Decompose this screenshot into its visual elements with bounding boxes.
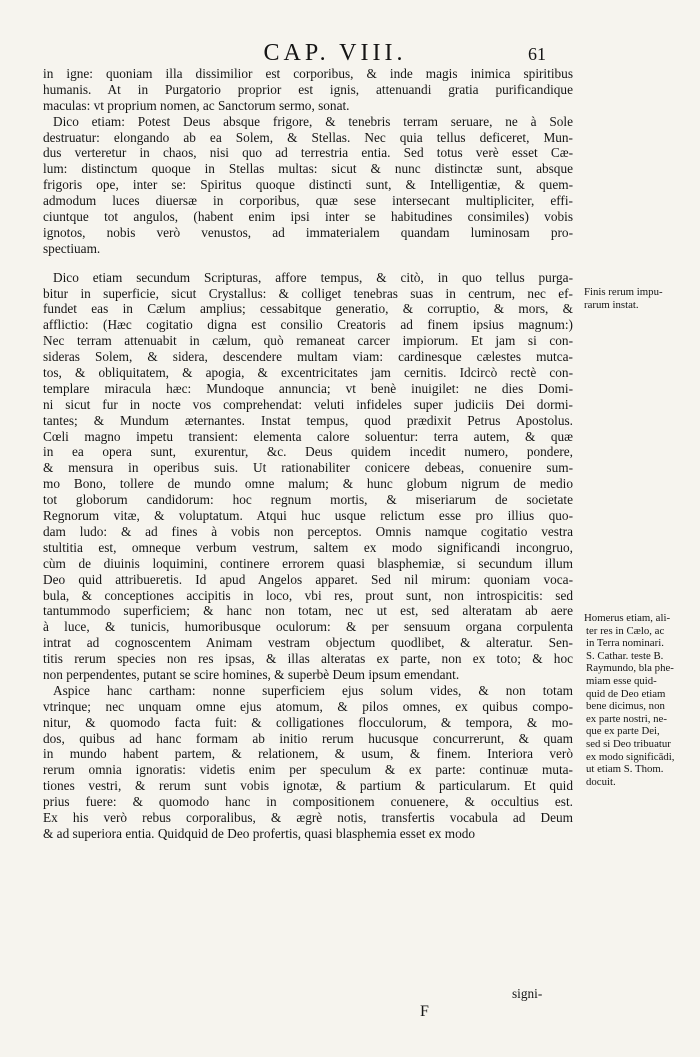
text-line: bula, & conceptiones accipitis in loco, vbi res, prout sunt, non introspicitis: sed bbox=[43, 587, 573, 603]
text-line: Regnorum vitæ, & voluptatum. Atqui huc usque relictum esse pro illius quo- bbox=[43, 508, 573, 524]
text-line: bitur in superficie, sicut Crystallus: & colliget tenebras suas in centrum, nec ef- bbox=[43, 285, 573, 301]
text-line: & mensura in operibus suis. Ut rationabiliter conicere debeas, conuenire sum- bbox=[43, 460, 573, 476]
margin-note-finis bbox=[584, 286, 694, 311]
text-line: dam ludo: & ad fines à vobis non perceptos. Omnis namque cogitatio vestra bbox=[43, 523, 573, 539]
text-line: Dico etiam: Potest Deus absque frigore, & tenebris terram seruare, ne à Sole bbox=[53, 113, 573, 129]
text-line: tantes; & Mundum æternantes. Instat tempus, quod prædixit Petrus Apostolus. bbox=[43, 412, 573, 428]
text-line: Ex his verò rebus corporalibus, & ægrè notis, transfertis vocabula ad Deum bbox=[43, 809, 573, 825]
margin-note-line: Raymundo, bla phe- bbox=[586, 662, 674, 675]
margin-note-line: in Terra nominari. bbox=[586, 637, 664, 650]
paragraph bbox=[43, 66, 573, 114]
text-line: destruatur: elongando ab ea Solem, & Stellas. Nec quia tellus deficeret, Mun- bbox=[43, 129, 573, 145]
text-line: mo Bono, tollere de mundo omne malum; & hunc globum nigrum de medio bbox=[43, 476, 573, 492]
text-line: sideras Solem, & sidera, descendere multam viam: cardinesque cælestes mutca- bbox=[43, 349, 573, 365]
text-line: dos, quibus ad hanc formam ab initio rerum hucusque concurrerunt, & quam bbox=[43, 730, 573, 746]
text-line: rerum omnia ignoratis: videtis enim per speculum & ex parte: continuæ muta- bbox=[43, 762, 573, 778]
paragraph bbox=[43, 114, 573, 257]
margin-note-line: ex parte nostri, ne- bbox=[586, 712, 667, 725]
signature-mark: F bbox=[420, 1003, 429, 1020]
paragraph bbox=[43, 683, 573, 842]
text-line: ni sicut fur in nocte vos comprehendat: veluti infideles super judiciis Dei dormi- bbox=[43, 396, 573, 412]
text-line: spectiuam. bbox=[43, 240, 101, 256]
text-line: Deo quid attribueretis. Id apud Angelos apparet. Sed nil mirum: quoniam voca- bbox=[43, 571, 573, 587]
paragraph bbox=[43, 270, 573, 683]
margin-note-line: quid de Deo etiam bbox=[586, 687, 666, 700]
margin-note-line: miam esse quid- bbox=[586, 674, 657, 687]
text-line: Aspice hanc cartham: nonne superficiem ejus solum vides, & non totam bbox=[53, 682, 573, 698]
text-line: dus verteretur in chaos, nisi quo ad terrestria entia. Sed totus verè esset Cæ- bbox=[43, 145, 573, 161]
text-line: ignotos, nobis verò venustos, ad immaterialem quandam luminosam pro- bbox=[43, 224, 573, 240]
text-line: nitur, & quomodo facta fuit: & colligationes flocculorum, & tempora, & mo- bbox=[43, 714, 573, 730]
text-line: tantummodo superficiem; & hanc non totam, nec ut est, sed alteratam ab aere bbox=[43, 603, 573, 619]
text-line: tos, & obliquitatem, & apogia, & excentricitates jam cernitis. Idcircò rectè con- bbox=[43, 365, 573, 381]
text-line: titis rerum species non res ipsas, & illas alteratas ex parte, non ex toto; & hoc bbox=[43, 651, 573, 667]
text-line: humanis. At in Purgatorio proprior est ignis, attenuandi gratia purificandique bbox=[43, 81, 573, 97]
margin-note-line: docuit. bbox=[586, 775, 616, 788]
margin-note-line: bene dicimus, non bbox=[586, 700, 665, 713]
text-line: stultitia est, omneque verbum vestrum, saltem ex modo significandi incongruo, bbox=[43, 539, 573, 555]
text-line: lum: distinctum quoque in Stellas multas: sicut & nunc distinctæ sunt, absque bbox=[43, 161, 573, 177]
text-line: vtrinque; nec unquam omne ejus atomum, & pilos omnes, ex quibus compo- bbox=[43, 698, 573, 714]
text-line: templare miracula hæc: Mundoque annuncia; vt benè inuigilet: ne dies Domi- bbox=[43, 380, 573, 396]
text-line: tiones vestri, & rerum sunt vobis ignotæ, & partium & particularum. Et quid bbox=[43, 778, 573, 794]
text-line: prius fuere: & quomodo hanc in compositionem conuenere, & occultius est. bbox=[43, 794, 573, 810]
margin-note-homerus bbox=[584, 612, 696, 788]
text-line: non perpendentes, putant se scire homines, & superbè Deum ipsum emendant. bbox=[43, 666, 460, 682]
text-line: intrat ad cognoscentem Animam vestram objectum quodlibet, & alteratur. Sen- bbox=[43, 635, 573, 651]
text-line: cùm de diuinis loquimini, continere errorem quasi blasphemiæ, si secundum illum bbox=[43, 555, 573, 571]
text-line: in ea opera sunt, exurentur, &c. Deus quidem incedit numero, pondere, bbox=[43, 444, 573, 460]
main-text-column bbox=[43, 66, 573, 842]
margin-note-line: sed si Deo tribuatur bbox=[586, 737, 671, 750]
text-line: maculas: vt proprium nomen, ac Sanctorum sermo, sonat. bbox=[43, 97, 350, 113]
catchword: signi- bbox=[512, 986, 543, 1001]
text-line: frigoris ope, inter se: Spiritus quoque distincti sunt, & Intelligentiæ, & quem- bbox=[43, 177, 573, 193]
text-line: à luce, & tunicis, humoribusque oculorum: & per sensuum organa corpulenta bbox=[43, 619, 573, 635]
margin-note-line: ter res in Cælo, ac bbox=[586, 624, 665, 637]
margin-note-line: rarum instat. bbox=[584, 298, 639, 311]
text-line: Dico etiam secundum Scripturas, affore tempus, & citò, in quo tellus purga- bbox=[53, 269, 573, 285]
chapter-heading: CAP. VIII. bbox=[263, 40, 407, 66]
page-number: 61 bbox=[528, 44, 546, 64]
text-line: afflictio: (Hæc cogitatio digna est consilio Creatoris ad finem ipsius magnum:) bbox=[43, 317, 573, 333]
margin-note-line: que ex parte Dei, bbox=[586, 725, 660, 738]
margin-note-line: Finis rerum impu- bbox=[584, 286, 663, 298]
margin-note-line: ut etiam S. Thom. bbox=[586, 763, 664, 776]
text-line: in igne: quoniam illa dissimilior est corporibus, & inde magis inimica spiritibus bbox=[43, 66, 573, 81]
text-line: Cœli magno impetu transient: elementa calore soluentur: terra autem, & quæ bbox=[43, 428, 573, 444]
margin-note-line: ex modo significādi, bbox=[586, 750, 675, 763]
text-line: fundet eas in Cælum amplius; cessabitque generatio, & corruptio, & mors, & bbox=[43, 301, 573, 317]
text-line: tot globorum candidorum: hoc regnum mortis, & miseriarum de societate bbox=[43, 492, 573, 508]
margin-note-line: Homerus etiam, ali- bbox=[584, 612, 671, 624]
text-line: ciuntque tot angulos, (habent enim ipsi inter se habitudines consimiles) vobis bbox=[43, 209, 573, 225]
text-line: in mundo habent partem, & relationem, & usum, & finem. Interiora verò bbox=[43, 746, 573, 762]
text-line: & ad superiora entia. Quidquid de Deo profertis, quasi blasphemia esset ex modo bbox=[43, 825, 476, 841]
margin-note-line: S. Cathar. teste B. bbox=[586, 649, 664, 662]
text-line: admodum luces diuersæ in corporibus, quæ sese intersecant multipliciter, effi- bbox=[43, 193, 573, 209]
text-line: Nec terram attenuabit in cælum, quò remaneat carcer impiorum. Et jam si con- bbox=[43, 333, 573, 349]
